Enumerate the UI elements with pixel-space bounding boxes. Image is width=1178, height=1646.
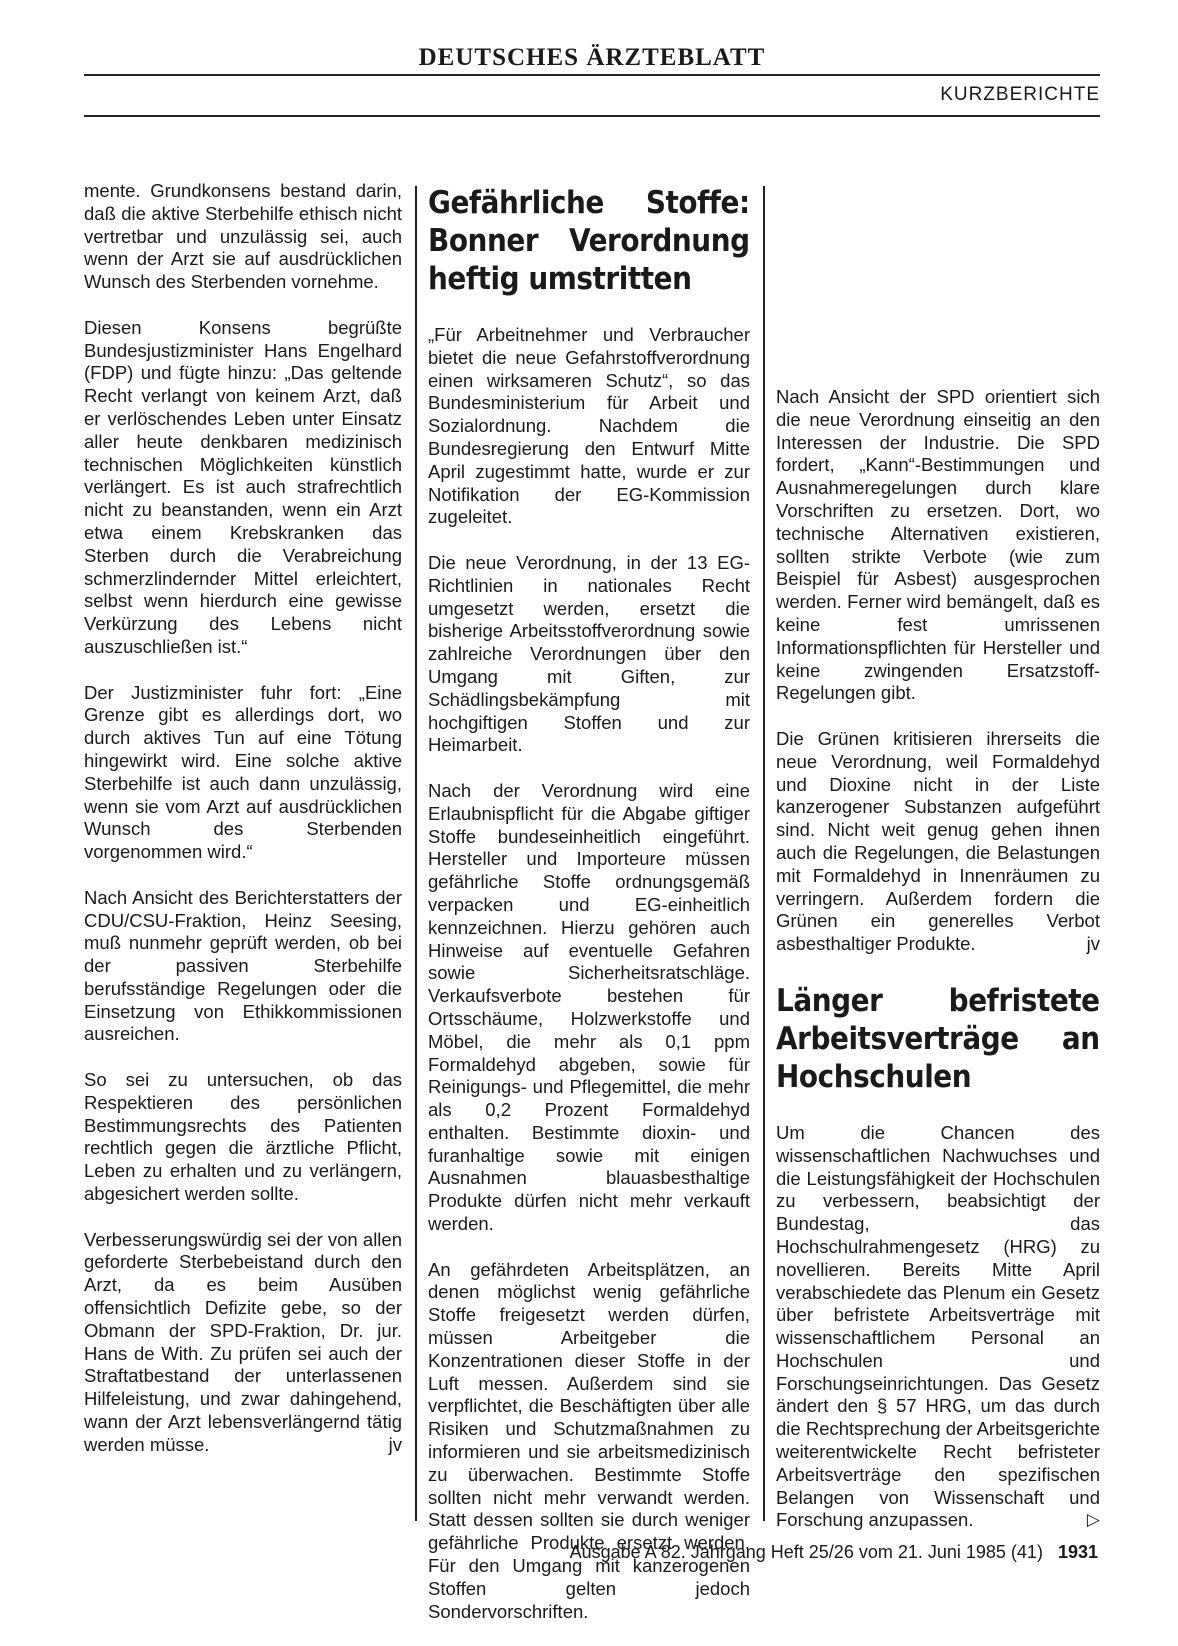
paragraph-text: Die Grünen kritisieren ihrerseits die neue Verordnung, weil Formaldehyd und Dioxine nicht in der Liste kanzerogener Substanzen aufgeführt sind. Nicht weit genug gehen ihnen auch die Regelungen, die Belastungen mit Formaldehyd in Innenräumen zu verringern. Außerdem fordern die Grünen ein generelles Verbot asbesthaltiger Produkte. xyxy=(776,727,1100,955)
column-2 xyxy=(428,180,750,1646)
paragraph-text: Verbesserungswürdig sei der von allen geforderte Sterbebeistand durch den Arzt, da es beim Ausüben offensichtlich Defizite gebe, so der Obmann der SPD-Fraktion, Dr. jur. Hans de With. Zu prüfen sei auch der Straftatbestand der unterlassenen Hilfeleistung, und zwar dahingehend, wann der Arzt lebensverlängernd tätig werden müsse. xyxy=(84,1228,402,1455)
paragraph-with-arrow xyxy=(776,1122,1100,1532)
page-footer xyxy=(570,1542,1098,1563)
header-rule-bottom xyxy=(84,115,1100,117)
paragraph: Nach Ansicht der SPD orientiert sich die neue Verordnung einseitig an den Interessen der Industrie. Die SPD fordert, „Kann“-Bestimmungen und Ausnahmeregelungen durch klare Vorschriften zu ersetzen. Dort, wo technische Alternativen existieren, sollten strikte Verbote (wie zum Beispiel für Asbest) ausgesprochen werden. Ferner wird bemängelt, daß es keine fest umrissenen Informationspflichten für Hersteller und keine zwingenden Ersatzstoff-Regelungen gibt. xyxy=(776,386,1100,704)
column-3 xyxy=(776,180,1100,1555)
issue-info: Ausgabe A 82. Jahrgang Heft 25/26 vom 21. Juni 1985 (41) xyxy=(569,1542,1043,1562)
paragraph: Nach der Verordnung wird eine Erlaubnispflicht für die Abgabe giftiger Stoffe bundeseinheitlich eingeführt. Hersteller und Importeure müssen gefährliche Stoffe ordnungsgemäß verpacken und EG-einheitlich kennzeichnen. Hierzu gehören auch Hinweise auf eventuelle Gefahren sowie Sicherheitsratschläge. Verkaufsverbote bestehen für Ortsschäume, Holzwerkstoffe und Möbel, die mehr als 0,1 ppm Formaldehyd abgeben, sowie für Reinigungs- und Pflegemittel, die mehr als 0,2 Prozent Formaldehyd enthalten. Bestimmte dioxin- und furanhaltige sowie mit einigen Ausnahmen blauasbesthaltige Produkte dürfen nicht mehr verkauft werden. xyxy=(428,779,750,1235)
paragraph: So sei zu untersuchen, ob das Respektieren des persönlichen Bestimmungsrechts des Patienten rechtlich gegen die ärztliche Pflicht, Leben zu erhalten und zu verlängern, abgesichert werden sollte. xyxy=(84,1069,402,1205)
paragraph: Die neue Verordnung, in der 13 EG-Richtlinien in nationales Recht umgesetzt werden, ersetzt die bisherige Arbeitsstoffverordnung sowie zahlreiche Verordnungen über den Umgang mit Giften, zur Schädlingsbekämpfung mit hochgiftigen Stoffen und zur Heimarbeit. xyxy=(428,551,750,756)
column-divider-2 xyxy=(763,186,765,1521)
triangle-right-icon: ▷ xyxy=(1086,1510,1100,1530)
author-signature: jv xyxy=(1086,933,1100,955)
paragraph: „Für Arbeitnehmer und Verbraucher bietet die neue Gefahrstoffverordnung einen wirksameren Schutz“, so das Bundesministerium für Arbeit und Sozialordnung. Nachdem die Bundesregierung den Entwurf Mitte April zugestimmt hatte, wurde er zur Notifikation der EG-Kommission zugeleitet. xyxy=(428,324,750,528)
column-1 xyxy=(84,180,402,1479)
author-signature: jv xyxy=(388,1433,402,1455)
paragraph: Nach Ansicht des Berichterstatters der CDU/CSU-Fraktion, Heinz Seesing, muß nunmehr geprüft werden, ob bei der passiven Sterbehilfe berufsständige Regelungen oder die Einsetzung von Ethikkommissionen ausreichen. xyxy=(84,886,402,1045)
column-divider-1 xyxy=(415,186,417,1521)
paragraph-text: Um die Chancen des wissenschaftlichen Nachwuchses und die Leistungsfähigkeit der Hochschulen zu verbessern, beabsichtigt der Bundestag, das Hochschulrahmengesetz (HRG) zu novellieren. Bereits Mitte April verabschiedete das Plenum ein Gesetz über befristete Arbeitsverträge mit wissenschaftlichem Personal an Hochschulen und Forschungseinrichtungen. Das Gesetz ändert den § 57 HRG, um das durch die Rechtsprechung der Arbeitsgerichte weiterentwickelte Recht befristeter Arbeitsverträge den spezifischen Belangen von Wissenschaft und Forschung anzupassen. xyxy=(776,1121,1100,1531)
paragraph-with-signature xyxy=(84,1229,402,1457)
page-number: 1931 xyxy=(1057,1542,1098,1562)
article-headline: Gefährliche Stoffe: Bonner Verordnung heftig umstritten xyxy=(428,185,750,297)
article-headline: Länger befristete Arbeitsverträge an Hochschulen xyxy=(776,982,1100,1095)
paragraph-with-signature xyxy=(776,728,1100,956)
section-label: KURZBERICHTE xyxy=(940,84,1100,105)
paragraph: An gefährdeten Arbeitsplätzen, an denen möglichst wenig gefährliche Stoffe freigesetzt werden dürfen, müssen Arbeitgeber die Konzentrationen dieser Stoffe in der Luft messen. Außerdem sind sie verpflichtet, die Beschäftigten über alle Risiken und Schutzmaßnahmen zu informieren und sie arbeitsmedizinisch zu überwachen. Bestimmte Stoffe sollten nicht mehr verwandt werden. Statt dessen sollten sie durch weniger gefährliche Produkte ersetzt werden. Für den Umgang mit kanzerogenen Stoffen gelten jedoch Sondervorschriften. xyxy=(428,1258,750,1622)
paragraph: mente. Grundkonsens bestand darin, daß die aktive Sterbehilfe ethisch nicht vertretbar und unzulässig sei, auch wenn der Arzt sie auf ausdrücklichen Wunsch des Sterbenden vornehme. xyxy=(84,180,402,293)
paragraph: Diesen Konsens begrüßte Bundesjustizminister Hans Engelhard (FDP) und fügte hinzu: „Das geltende Recht verlangt von keinem Arzt, daß er verlöschendes Leben unter Einsatz aller heute denkbaren medizinisch technischen Möglichkeiten künstlich verlängert. Es ist auch strafrechtlich nicht zu beanstanden, wenn ein Arzt etwa einem Krebskranken das Sterben durch die Verabreichung schmerzlindernder Mittel erleichtert, selbst wenn hierdurch eine gewisse Verkürzung des Lebens nicht auszuschließen ist.“ xyxy=(84,316,402,657)
header-rule-top xyxy=(84,74,1100,76)
paragraph: Der Justizminister fuhr fort: „Eine Grenze gibt es allerdings dort, wo durch aktives Tun auf eine Tötung hingewirkt wird. Eine solche aktive Sterbehilfe ist auch dann unzulässig, wenn sie vom Arzt auf ausdrücklichen Wunsch des Sterbenden vorgenommen wird.“ xyxy=(84,681,402,863)
masthead: DEUTSCHES ÄRZTEBLATT xyxy=(418,44,766,71)
